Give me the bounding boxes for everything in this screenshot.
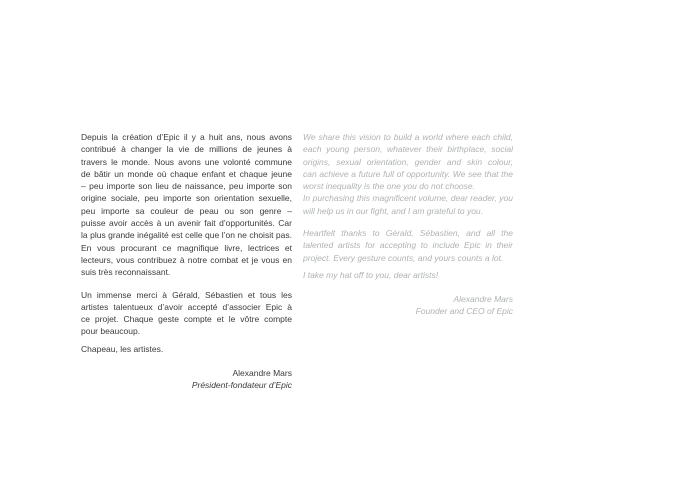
text-line: la plus grande inégalité est celle que l’on ne choisit pas. — [81, 230, 292, 241]
text-line: talented artists for accepting to include Epic in their — [303, 240, 513, 251]
signature-title: Founder and CEO of Epic — [415, 306, 513, 317]
signature-title: Président-fondateur d’Epic — [191, 379, 292, 390]
text-line: peu importe sa couleur de peau ou son genre – — [81, 205, 292, 216]
french-paragraph-2 — [81, 289, 292, 338]
text-line: Heartfelt thanks to Gérald, Sébastien, and all the — [303, 228, 513, 239]
text-line: We share this vision to build a world where each child, — [303, 132, 513, 142]
text-line: will help us in our fight, and I am grateful to you. — [303, 205, 484, 216]
text-line: Chapeau, les artistes. — [81, 344, 164, 355]
text-line: In purchasing this magnificent volume, dear reader, you — [303, 193, 513, 204]
text-line: contribué à changer la vie de millions de jeunes à — [81, 144, 292, 155]
text-line: worst inequality is the one you do not choose. — [303, 181, 475, 192]
text-line: I take my hat off to you, dear artists! — [303, 270, 439, 281]
english-column — [303, 131, 513, 317]
text-line: origins, sexual orientation, gender and skin colour, — [303, 156, 513, 167]
text-line: lecteurs, vous contribuez à notre combat et je vous en — [81, 254, 292, 265]
english-paragraph-1 — [303, 131, 513, 217]
text-line: pour beaucoup. — [81, 326, 141, 337]
text-line: each young person, whatever their birthplace, social — [303, 144, 513, 155]
text-line: travers le monde. Nous avons une volonté commune — [81, 156, 292, 167]
text-line: project. Every gesture counts, and yours counts a lot. — [303, 252, 504, 263]
text-line: En vous procurant ce magnifique livre, lectrices et — [81, 242, 292, 253]
english-closing — [303, 269, 513, 281]
text-line: Un immense merci à Gérald, Sébastien et tous les — [81, 289, 292, 300]
french-signature — [81, 367, 292, 392]
signature-name: Alexandre Mars — [453, 293, 513, 304]
text-line: origine sociale, peu importe son orientation sexuelle, — [81, 193, 292, 204]
text-line: Depuis la création d’Epic il y a huit ans, nous avons — [81, 132, 292, 142]
text-line: can achieve a future full of opportunity. We see that the — [303, 168, 513, 179]
text-line: – peu importe son lieu de naissance, peu importe son — [81, 181, 292, 192]
english-paragraph-2 — [303, 227, 513, 264]
french-paragraph-1 — [81, 131, 292, 279]
signature-name: Alexandre Mars — [232, 367, 292, 378]
text-line: artistes talentueux d’avoir accepté d’associer Epic à — [81, 301, 292, 312]
english-signature — [303, 293, 513, 318]
french-column — [81, 131, 292, 391]
text-line: ce projet. Chaque geste compte et le vôtre compte — [81, 314, 292, 325]
text-line: suis très reconnaissant. — [81, 267, 171, 278]
french-closing — [81, 343, 292, 355]
text-line: de bâtir un monde où chaque enfant et chaque jeune — [81, 168, 292, 179]
text-line: puisse avoir accès à un avenir fait d’opportunités. Car — [81, 218, 292, 229]
